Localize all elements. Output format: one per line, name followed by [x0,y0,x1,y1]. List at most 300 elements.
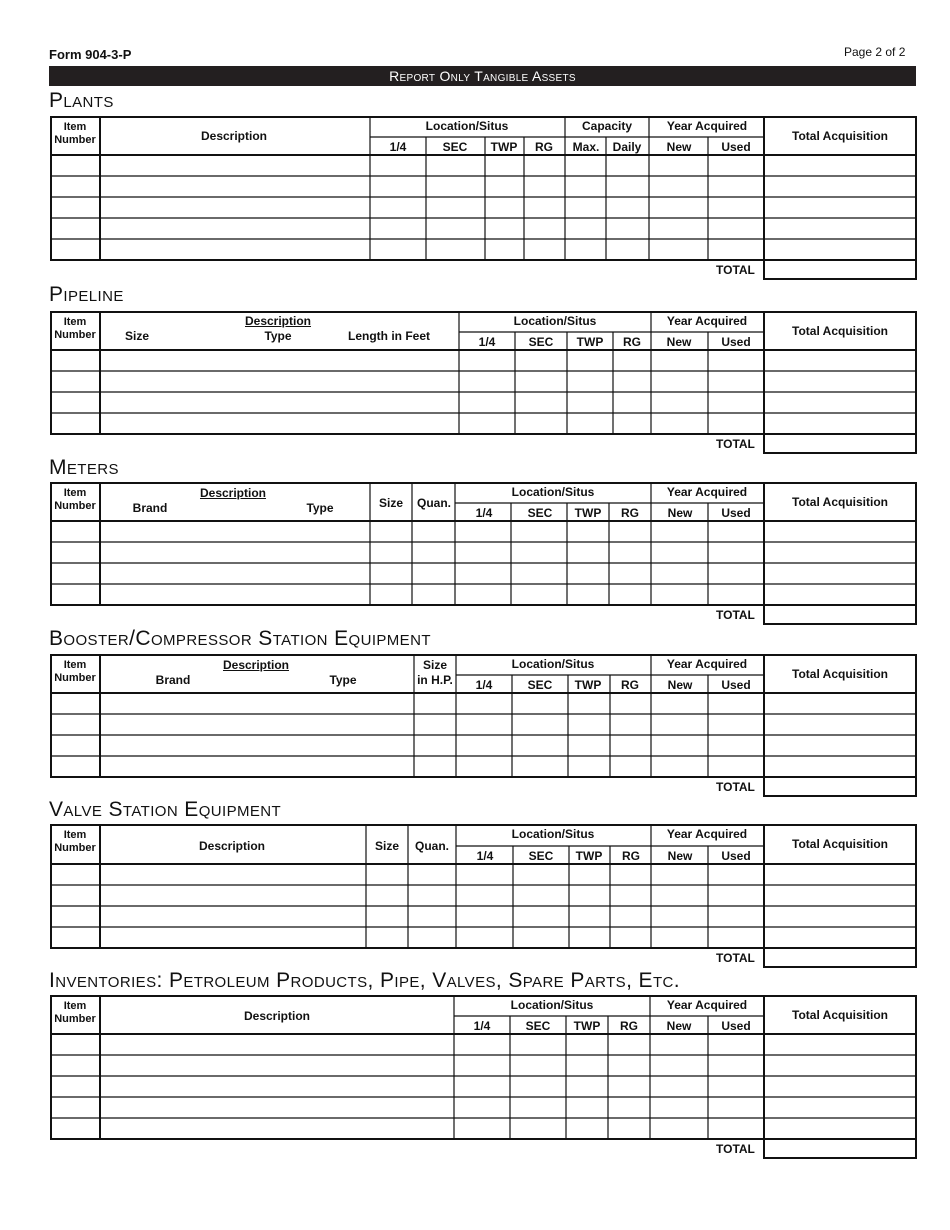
meters-entry-cell[interactable] [765,564,915,583]
plants-entry-cell[interactable] [525,156,564,175]
inventories-entry-cell[interactable] [511,1056,565,1075]
plants-total-entry[interactable] [765,261,915,278]
valve-title: Valve Station Equipment [49,798,282,821]
valve-entry-cell[interactable] [709,865,763,884]
inventories-entry-cell[interactable] [455,1098,509,1117]
pipeline-entry-cell[interactable] [101,414,458,433]
valve-entry-cell[interactable] [514,928,568,947]
pipeline-entry-cell[interactable] [652,372,707,391]
pipeline-title: Pipeline [49,283,124,306]
plants-entry-cell[interactable] [101,219,369,238]
meters-year-acquired: Year Acquired [666,485,748,499]
meters-entry-cell[interactable] [765,522,915,541]
plants-entry-cell[interactable] [486,156,523,175]
inventories-entry-cell[interactable] [609,1098,649,1117]
pipeline-entry-cell[interactable] [516,414,566,433]
pipeline-type: Type [264,329,292,343]
valve-entry-cell[interactable] [765,865,915,884]
valve-entry-cell[interactable] [457,865,512,884]
inventories-entry-cell[interactable] [765,1098,915,1117]
meters-entry-cell[interactable] [652,543,707,562]
pipeline-entry-cell[interactable] [614,414,650,433]
valve-entry-cell[interactable] [570,928,609,947]
valve-entry-cell[interactable] [514,865,568,884]
booster-entry-cell[interactable] [765,715,915,734]
valve-total-entry[interactable] [765,949,915,966]
meters-entry-cell[interactable] [371,585,411,604]
pipeline-total-entry[interactable] [765,435,915,452]
booster-entry-cell[interactable] [611,715,650,734]
booster-entry-cell[interactable] [709,757,763,776]
meters-entry-cell[interactable] [52,585,99,604]
meters-entry-cell[interactable] [568,522,608,541]
plants-entry-cell[interactable] [525,177,564,196]
plants-entry-cell[interactable] [101,156,369,175]
meters-entry-cell[interactable] [765,543,915,562]
pipeline-entry-cell[interactable] [765,393,915,412]
inventories-entry-cell[interactable] [765,1119,915,1138]
pipeline-entry-cell[interactable] [652,393,707,412]
booster-entry-cell[interactable] [765,736,915,755]
booster-entry-cell[interactable] [415,736,455,755]
valve-quan: Quan. [414,839,450,853]
plants-entry-cell[interactable] [525,198,564,217]
meters-entry-cell[interactable] [568,585,608,604]
pipeline-entry-cell[interactable] [101,351,458,370]
inventories-entry-cell[interactable] [101,1077,453,1096]
plants-entry-cell[interactable] [371,219,425,238]
valve-entry-cell[interactable] [101,928,365,947]
booster-twp-col: TWP [574,678,602,692]
inventories-entry-cell[interactable] [511,1077,565,1096]
plants-entry-cell[interactable] [607,240,648,259]
plants-entry-cell[interactable] [566,219,605,238]
inventories-entry-cell[interactable] [101,1119,453,1138]
plants-entry-cell[interactable] [765,219,915,238]
plants-entry-cell[interactable] [371,177,425,196]
pipeline-entry-cell[interactable] [709,393,763,412]
meters-entry-cell[interactable] [652,585,707,604]
pipeline-entry-cell[interactable] [516,372,566,391]
valve-entry-cell[interactable] [101,907,365,926]
booster-entry-cell[interactable] [457,694,511,713]
booster-entry-cell[interactable] [415,757,455,776]
meters-entry-cell[interactable] [413,564,454,583]
meters-entry-cell[interactable] [413,543,454,562]
inventories-entry-cell[interactable] [52,1035,99,1054]
booster-entry-cell[interactable] [652,694,707,713]
inventories-entry-cell[interactable] [651,1098,707,1117]
meters-entry-cell[interactable] [512,564,566,583]
pipeline-entry-cell[interactable] [460,414,514,433]
meters-entry-cell[interactable] [765,585,915,604]
pipeline-entry-cell[interactable] [709,372,763,391]
booster-type: Type [329,673,357,687]
pipeline-entry-cell[interactable] [101,372,458,391]
inventories-entry-cell[interactable] [567,1119,607,1138]
meters-entry-cell[interactable] [52,543,99,562]
valve-entry-cell[interactable] [52,907,99,926]
pipeline-entry-cell[interactable] [652,414,707,433]
booster-entry-cell[interactable] [457,715,511,734]
inventories-total-entry[interactable] [765,1140,915,1157]
inventories-entry-cell[interactable] [709,1056,763,1075]
pipeline-entry-cell[interactable] [460,351,514,370]
plants-description: Description [200,129,268,143]
meters-entry-cell[interactable] [568,543,608,562]
inventories-entry-cell[interactable] [52,1098,99,1117]
pipeline-quarter-col: 1/4 [478,335,496,349]
plants-item-label: Item [63,121,87,133]
plants-entry-cell[interactable] [101,198,369,217]
meters-entry-cell[interactable] [52,522,99,541]
valve-entry-cell[interactable] [101,886,365,905]
inventories-entry-cell[interactable] [651,1035,707,1054]
plants-entry-cell[interactable] [427,240,484,259]
inventories-entry-cell[interactable] [52,1077,99,1096]
booster-entry-cell[interactable] [457,757,511,776]
plants-entry-cell[interactable] [427,219,484,238]
meters-entry-cell[interactable] [371,522,411,541]
plants-entry-cell[interactable] [765,177,915,196]
pipeline-entry-cell[interactable] [568,414,612,433]
valve-entry-cell[interactable] [570,886,609,905]
plants-entry-cell[interactable] [650,156,707,175]
pipeline-number-label: Number [54,329,96,341]
meters-entry-cell[interactable] [709,543,763,562]
plants-entry-cell[interactable] [52,219,99,238]
valve-entry-cell[interactable] [52,928,99,947]
valve-entry-cell[interactable] [457,886,512,905]
meters-entry-cell[interactable] [101,585,369,604]
inventories-entry-cell[interactable] [101,1035,453,1054]
plants-entry-cell[interactable] [486,240,523,259]
plants-entry-cell[interactable] [52,198,99,217]
meters-entry-cell[interactable] [456,543,510,562]
booster-entry-cell[interactable] [709,715,763,734]
valve-entry-cell[interactable] [367,865,407,884]
valve-entry-cell[interactable] [652,886,707,905]
meters-entry-cell[interactable] [101,564,369,583]
valve-entry-cell[interactable] [101,865,365,884]
inventories-entry-cell[interactable] [709,1098,763,1117]
plants-entry-cell[interactable] [566,156,605,175]
pipeline-entry-cell[interactable] [52,414,99,433]
inventories-entry-cell[interactable] [567,1035,607,1054]
report-banner: Report Only Tangible Assets [49,66,916,86]
plants-entry-cell[interactable] [650,219,707,238]
valve-entry-cell[interactable] [52,886,99,905]
plants-entry-cell[interactable] [371,198,425,217]
inventories-entry-cell[interactable] [709,1035,763,1054]
plants-entry-cell[interactable] [765,198,915,217]
pipeline-entry-cell[interactable] [52,372,99,391]
pipeline-entry-cell[interactable] [614,372,650,391]
valve-entry-cell[interactable] [52,865,99,884]
booster-entry-cell[interactable] [569,715,609,734]
meters-entry-cell[interactable] [413,522,454,541]
booster-entry-cell[interactable] [569,694,609,713]
valve-entry-cell[interactable] [409,886,455,905]
valve-entry-cell[interactable] [367,928,407,947]
booster-entry-cell[interactable] [101,736,413,755]
plants-entry-cell[interactable] [650,240,707,259]
valve-item-label: Item [63,829,87,841]
pipeline-entry-cell[interactable] [568,372,612,391]
pipeline-total-acquisition: Total Acquisition [792,324,888,338]
plants-entry-cell[interactable] [52,177,99,196]
plants-entry-cell[interactable] [486,177,523,196]
booster-entry-cell[interactable] [765,757,915,776]
booster-entry-cell[interactable] [52,715,99,734]
meters-entry-cell[interactable] [371,564,411,583]
pipeline-entry-cell[interactable] [516,393,566,412]
inventories-entry-cell[interactable] [511,1119,565,1138]
pipeline-entry-cell[interactable] [516,351,566,370]
booster-entry-cell[interactable] [652,736,707,755]
inventories-entry-cell[interactable] [765,1056,915,1075]
meters-entry-cell[interactable] [512,585,566,604]
valve-rg-col: RG [622,849,640,863]
pipeline-entry-cell[interactable] [709,414,763,433]
plants-entry-cell[interactable] [709,156,763,175]
booster-entry-cell[interactable] [709,694,763,713]
meters-entry-cell[interactable] [610,522,650,541]
pipeline-entry-cell[interactable] [568,351,612,370]
valve-entry-cell[interactable] [514,886,568,905]
valve-entry-cell[interactable] [457,928,512,947]
plants-used-col: Used [721,140,751,154]
booster-description: Description [222,658,290,672]
meters-number-label: Number [54,500,96,512]
plants-entry-cell[interactable] [486,198,523,217]
plants-entry-cell[interactable] [607,177,648,196]
meters-entry-cell[interactable] [652,522,707,541]
valve-entry-cell[interactable] [765,886,915,905]
inventories-twp-col: TWP [573,1019,601,1033]
meters-entry-cell[interactable] [371,543,411,562]
plants-entry-cell[interactable] [709,219,763,238]
inventories-entry-cell[interactable] [567,1077,607,1096]
booster-entry-cell[interactable] [52,757,99,776]
inventories-entry-cell[interactable] [455,1035,509,1054]
plants-entry-cell[interactable] [486,219,523,238]
meters-entry-cell[interactable] [512,543,566,562]
valve-entry-cell[interactable] [409,865,455,884]
inventories-entry-cell[interactable] [651,1119,707,1138]
plants-entry-cell[interactable] [566,177,605,196]
valve-entry-cell[interactable] [409,928,455,947]
booster-entry-cell[interactable] [709,736,763,755]
meters-entry-cell[interactable] [413,585,454,604]
meters-entry-cell[interactable] [52,564,99,583]
valve-entry-cell[interactable] [570,907,609,926]
plants-entry-cell[interactable] [525,240,564,259]
meters-entry-cell[interactable] [709,522,763,541]
plants-entry-cell[interactable] [371,156,425,175]
plants-entry-cell[interactable] [101,177,369,196]
valve-entry-cell[interactable] [765,928,915,947]
plants-entry-cell[interactable] [101,240,369,259]
plants-entry-cell[interactable] [709,177,763,196]
valve-entry-cell[interactable] [611,865,650,884]
page-number: Page 2 of 2 [844,45,906,59]
booster-entry-cell[interactable] [611,694,650,713]
pipeline-entry-cell[interactable] [614,351,650,370]
plants-entry-cell[interactable] [650,198,707,217]
inventories-entry-cell[interactable] [609,1077,649,1096]
pipeline-rg-col: RG [623,335,641,349]
inventories-entry-cell[interactable] [511,1098,565,1117]
inventories-entry-cell[interactable] [455,1077,509,1096]
valve-entry-cell[interactable] [611,886,650,905]
booster-entry-cell[interactable] [652,757,707,776]
booster-entry-cell[interactable] [415,694,455,713]
pipeline-entry-cell[interactable] [765,372,915,391]
valve-entry-cell[interactable] [652,907,707,926]
plants-entry-cell[interactable] [650,177,707,196]
pipeline-entry-cell[interactable] [765,414,915,433]
meters-entry-cell[interactable] [709,564,763,583]
inventories-entry-cell[interactable] [101,1098,453,1117]
booster-entry-cell[interactable] [513,736,567,755]
pipeline-entry-cell[interactable] [52,393,99,412]
valve-entry-cell[interactable] [457,907,512,926]
inventories-entry-cell[interactable] [709,1077,763,1096]
meters-entry-cell[interactable] [568,564,608,583]
plants-entry-cell[interactable] [371,240,425,259]
booster-entry-cell[interactable] [513,715,567,734]
booster-rg-col: RG [621,678,639,692]
booster-entry-cell[interactable] [101,757,413,776]
meters-entry-cell[interactable] [610,543,650,562]
meters-entry-cell[interactable] [709,585,763,604]
valve-entry-cell[interactable] [652,928,707,947]
meters-total-entry[interactable] [765,606,915,623]
valve-entry-cell[interactable] [611,928,650,947]
booster-entry-cell[interactable] [457,736,511,755]
inventories-entry-cell[interactable] [567,1056,607,1075]
valve-entry-cell[interactable] [709,886,763,905]
booster-total-entry[interactable] [765,778,915,795]
plants-entry-cell[interactable] [709,240,763,259]
booster-entry-cell[interactable] [765,694,915,713]
valve-entry-cell[interactable] [514,907,568,926]
inventories-entry-cell[interactable] [52,1056,99,1075]
meters-entry-cell[interactable] [512,522,566,541]
booster-entry-cell[interactable] [101,715,413,734]
booster-sec-col: SEC [527,678,553,692]
valve-total-acquisition: Total Acquisition [792,837,888,851]
inventories-entry-cell[interactable] [609,1056,649,1075]
plants-entry-cell[interactable] [525,219,564,238]
inventories-entry-cell[interactable] [651,1056,707,1075]
valve-entry-cell[interactable] [409,907,455,926]
valve-entry-cell[interactable] [570,865,609,884]
plants-entry-cell[interactable] [607,156,648,175]
meters-entry-cell[interactable] [652,564,707,583]
valve-entry-cell[interactable] [765,907,915,926]
inventories-entry-cell[interactable] [455,1119,509,1138]
valve-entry-cell[interactable] [652,865,707,884]
plants-entry-cell[interactable] [607,198,648,217]
plants-entry-cell[interactable] [427,198,484,217]
inventories-entry-cell[interactable] [455,1056,509,1075]
booster-entry-cell[interactable] [611,736,650,755]
pipeline-entry-cell[interactable] [460,393,514,412]
booster-number-label: Number [54,672,96,684]
booster-entry-cell[interactable] [513,694,567,713]
valve-entry-cell[interactable] [367,886,407,905]
plants-entry-cell[interactable] [52,240,99,259]
pipeline-entry-cell[interactable] [765,351,915,370]
meters-entry-cell[interactable] [610,564,650,583]
inventories-year-acquired: Year Acquired [666,998,748,1012]
plants-location-situs: Location/Situs [425,119,509,133]
pipeline-twp-col: TWP [576,335,604,349]
pipeline-entry-cell[interactable] [52,351,99,370]
plants-entry-cell[interactable] [52,156,99,175]
pipeline-entry-cell[interactable] [709,351,763,370]
booster-entry-cell[interactable] [569,736,609,755]
booster-entry-cell[interactable] [652,715,707,734]
pipeline-entry-cell[interactable] [652,351,707,370]
plants-entry-cell[interactable] [765,240,915,259]
inventories-entry-cell[interactable] [511,1035,565,1054]
meters-entry-cell[interactable] [456,522,510,541]
booster-entry-cell[interactable] [611,757,650,776]
inventories-entry-cell[interactable] [651,1077,707,1096]
pipeline-total-label: TOTAL [716,437,755,451]
plants-entry-cell[interactable] [566,240,605,259]
booster-entry-cell[interactable] [569,757,609,776]
booster-entry-cell[interactable] [513,757,567,776]
booster-entry-cell[interactable] [52,736,99,755]
meters-twp-col: TWP [574,506,602,520]
valve-entry-cell[interactable] [709,928,763,947]
pipeline-entry-cell[interactable] [614,393,650,412]
plants-entry-cell[interactable] [427,156,484,175]
inventories-entry-cell[interactable] [709,1119,763,1138]
meters-entry-cell[interactable] [101,543,369,562]
plants-entry-cell[interactable] [427,177,484,196]
meters-entry-cell[interactable] [610,585,650,604]
meters-entry-cell[interactable] [101,522,369,541]
plants-entry-cell[interactable] [765,156,915,175]
inventories-entry-cell[interactable] [609,1119,649,1138]
meters-entry-cell[interactable] [456,585,510,604]
plants-entry-cell[interactable] [566,198,605,217]
pipeline-entry-cell[interactable] [460,372,514,391]
booster-entry-cell[interactable] [52,694,99,713]
inventories-entry-cell[interactable] [765,1077,915,1096]
inventories-entry-cell[interactable] [101,1056,453,1075]
inventories-entry-cell[interactable] [609,1035,649,1054]
valve-entry-cell[interactable] [611,907,650,926]
booster-entry-cell[interactable] [101,694,413,713]
booster-entry-cell[interactable] [415,715,455,734]
pipeline-entry-cell[interactable] [568,393,612,412]
valve-entry-cell[interactable] [709,907,763,926]
inventories-entry-cell[interactable] [765,1035,915,1054]
plants-entry-cell[interactable] [709,198,763,217]
pipeline-entry-cell[interactable] [101,393,458,412]
inventories-entry-cell[interactable] [567,1098,607,1117]
plants-entry-cell[interactable] [607,219,648,238]
valve-entry-cell[interactable] [367,907,407,926]
inventories-entry-cell[interactable] [52,1119,99,1138]
meters-entry-cell[interactable] [456,564,510,583]
